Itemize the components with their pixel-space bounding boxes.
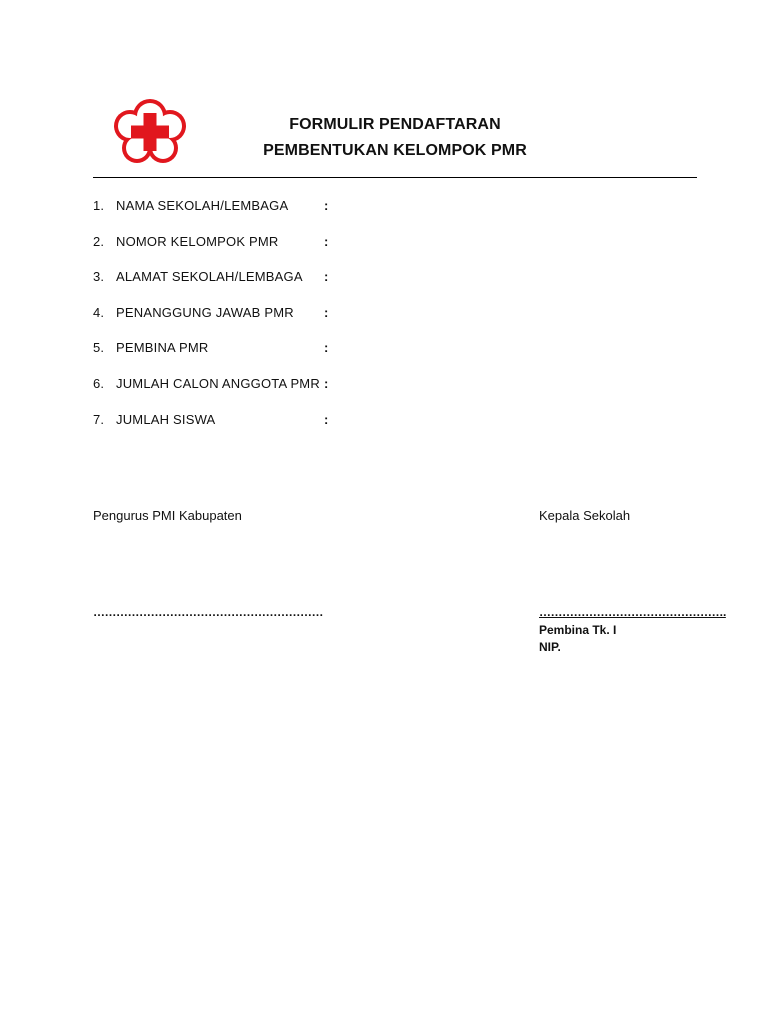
red-cross-logo-icon <box>110 94 190 166</box>
field-row-school-name <box>93 196 653 232</box>
field-number: 6. <box>93 375 105 391</box>
principal-nip: NIP. <box>539 640 561 654</box>
field-colon: : <box>324 233 329 249</box>
signature-title-pmi: Pengurus PMI Kabupaten <box>93 508 242 523</box>
field-label: PENANGGUNG JAWAB PMR <box>116 304 294 320</box>
title-line-2: PEMBENTUKAN KELOMPOK PMR <box>263 142 527 159</box>
field-colon: : <box>324 269 329 285</box>
form-title <box>210 112 580 164</box>
field-number: 3. <box>93 269 105 285</box>
field-colon: : <box>324 340 329 356</box>
field-row-group-number <box>93 232 653 268</box>
field-label: ALAMAT SEKOLAH/LEMBAGA <box>116 269 303 285</box>
signature-title-principal: Kepala Sekolah <box>539 508 631 523</box>
header-divider <box>93 177 697 178</box>
form-fields <box>93 196 653 445</box>
field-row-supervisor <box>93 338 653 374</box>
principal-rank: Pembina Tk. I <box>539 623 617 637</box>
field-colon: : <box>324 304 329 320</box>
field-number: 1. <box>93 198 105 213</box>
field-label: NAMA SEKOLAH/LEMBAGA <box>116 198 289 213</box>
field-row-school-address <box>93 267 653 303</box>
signature-line-principal: …………………………………………. <box>539 605 726 619</box>
field-label: NOMOR KELOMPOK PMR <box>116 233 279 249</box>
field-colon: : <box>324 198 329 213</box>
field-number: 7. <box>93 411 105 427</box>
field-colon: : <box>324 375 329 391</box>
field-number: 5. <box>93 340 105 356</box>
title-line-1: FORMULIR PENDAFTARAN <box>289 116 501 133</box>
field-number: 4. <box>93 304 105 320</box>
field-row-candidate-members <box>93 374 653 410</box>
field-colon: : <box>324 411 329 427</box>
field-label: JUMLAH SISWA <box>116 411 216 427</box>
field-label: JUMLAH CALON ANGGOTA PMR <box>116 375 320 391</box>
field-row-student-count <box>93 410 653 446</box>
field-label: PEMBINA PMR <box>116 340 209 356</box>
field-number: 2. <box>93 233 105 249</box>
signature-line-pmi: …………………………………………………… <box>93 605 323 619</box>
field-row-person-in-charge <box>93 303 653 339</box>
